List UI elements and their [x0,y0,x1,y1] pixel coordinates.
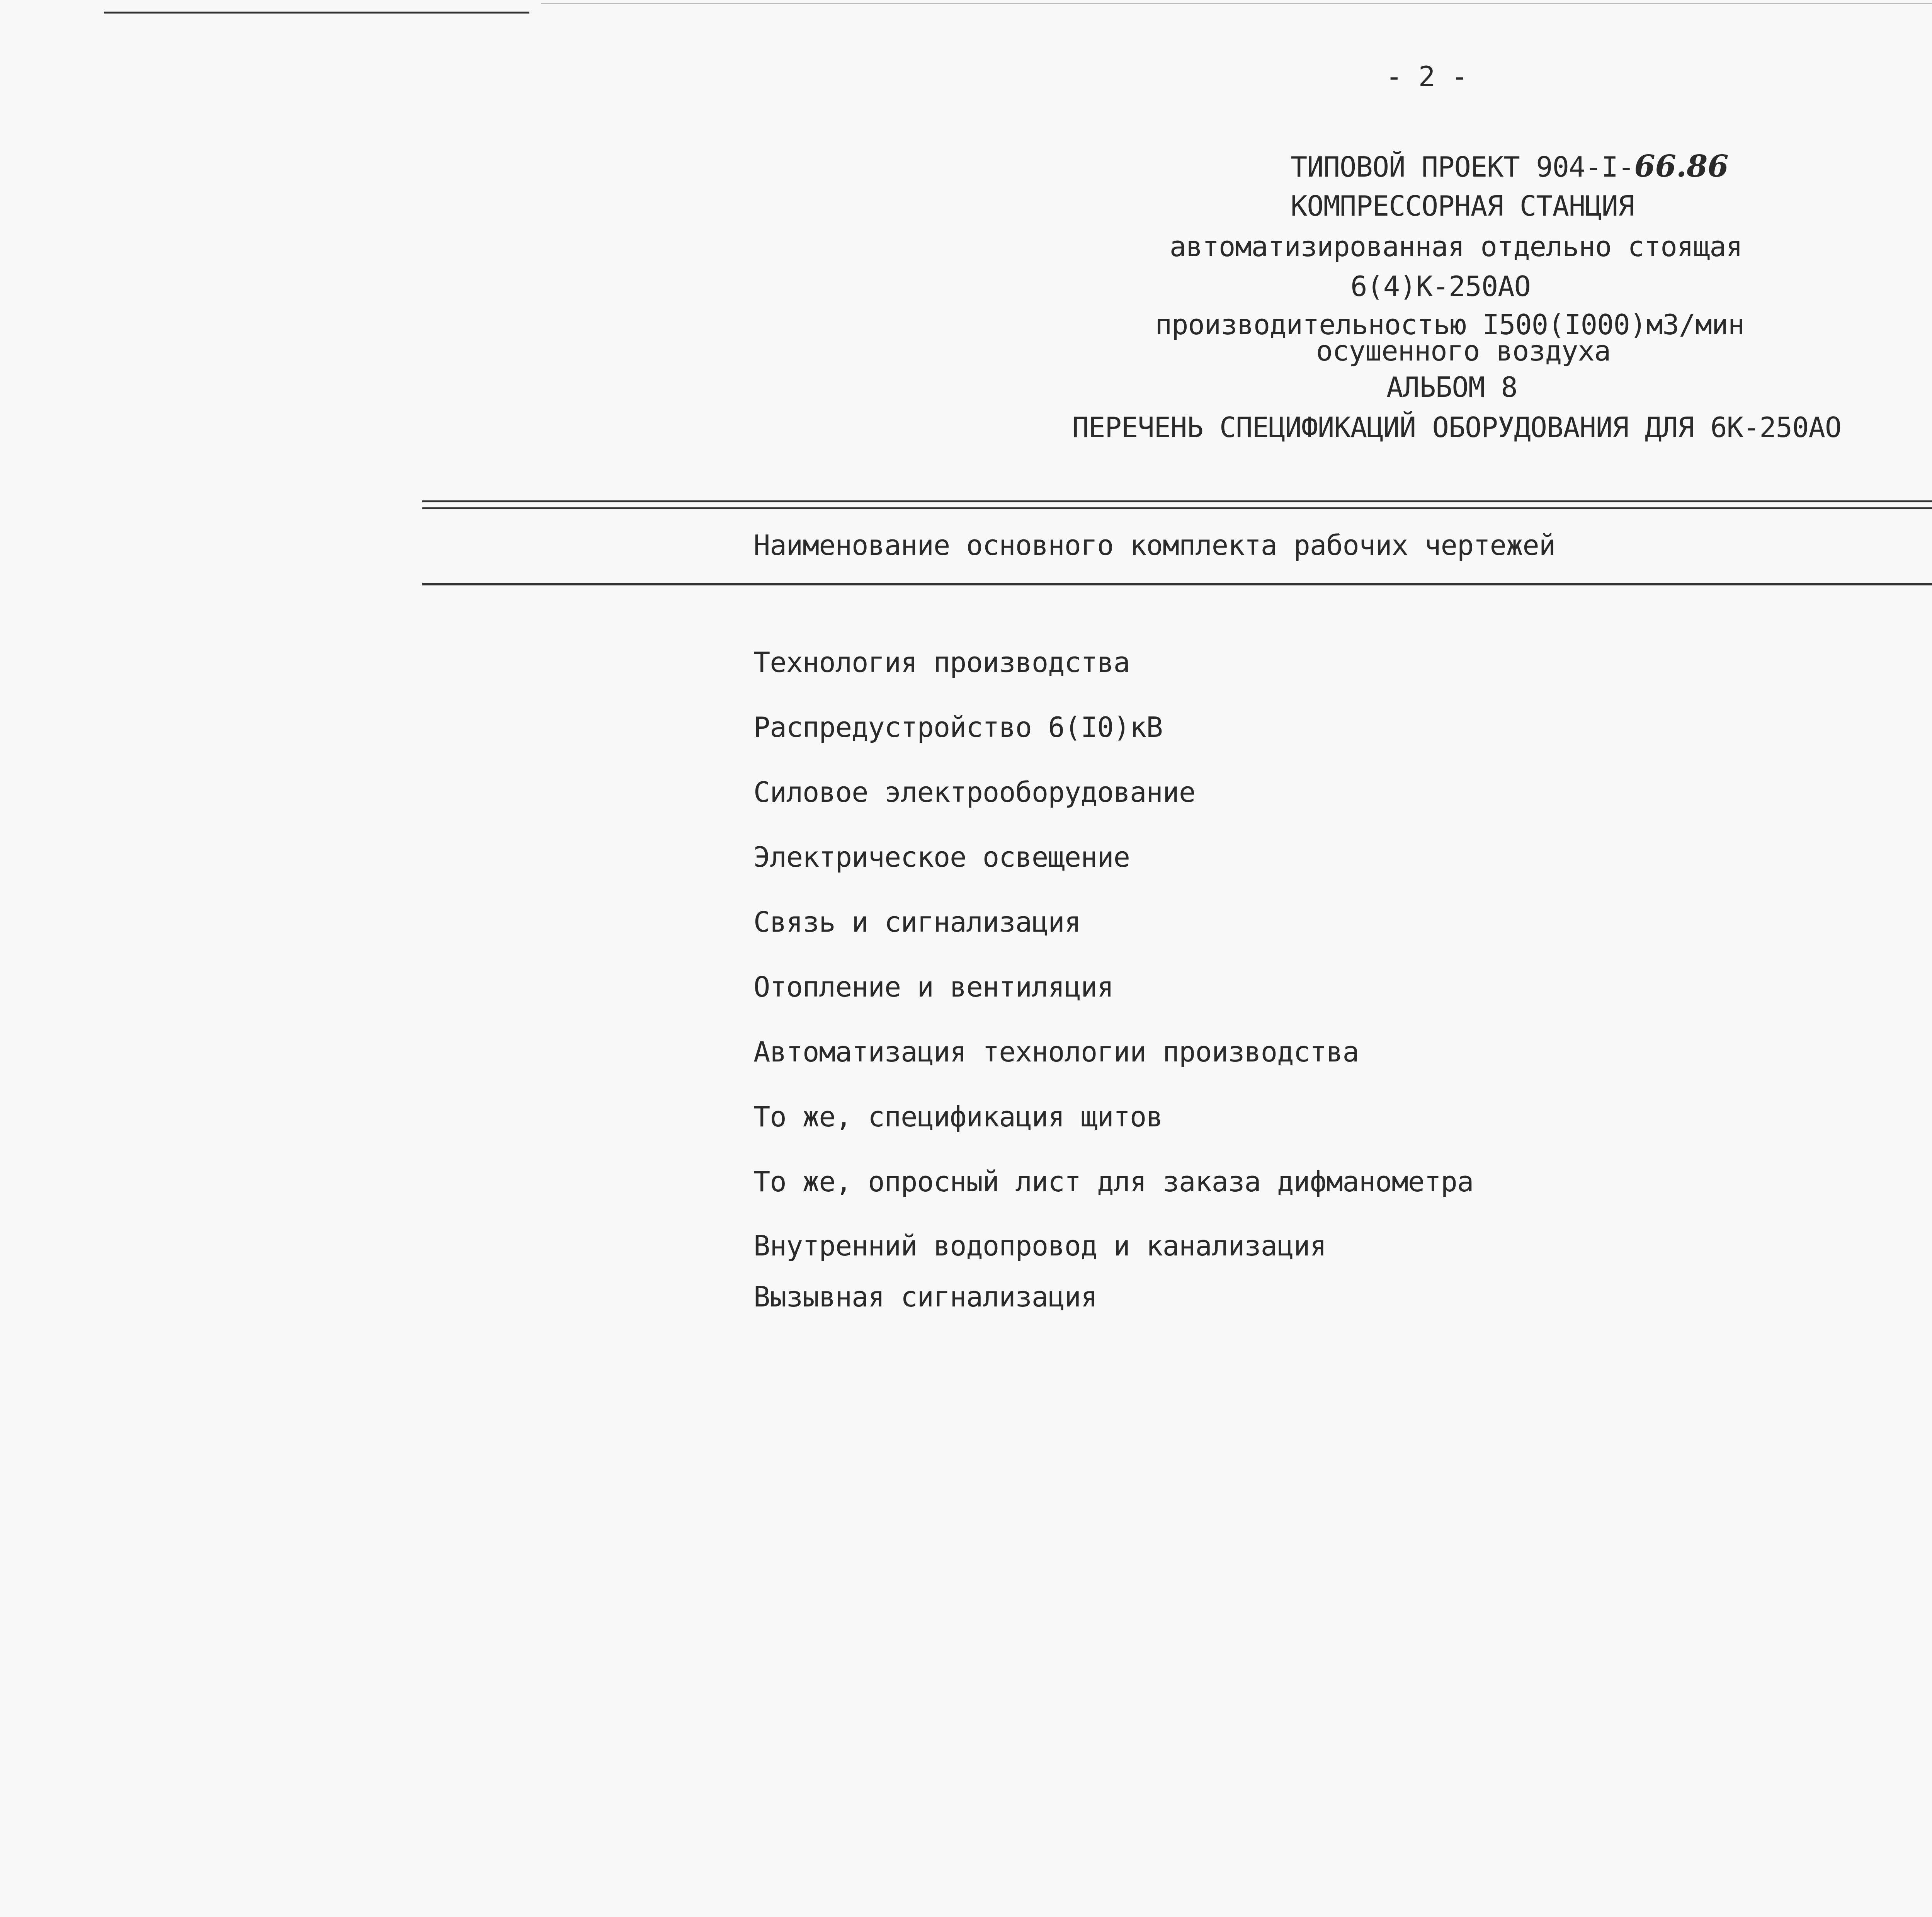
title-list: ПЕРЕЧЕНЬ СПЕЦИФИКАЦИЙ ОБОРУДОВАНИЯ ДЛЯ 6К-250АО [1072,411,1842,444]
table-header-name: Наименование основного комплекта рабочих чертежей [753,529,1556,561]
top-edge-line [104,12,529,14]
title-capacity: производительностью I500(I000)м3/мин [1155,308,1745,341]
row-name: Автоматизация технологии производства [753,1036,1359,1068]
title-description: автоматизированная отдельно стоящая [1169,230,1743,263]
page-number: - 2 - [1386,60,1468,93]
table-top-double-rule [422,500,1932,502]
row-name: То же, опросный лист для заказа дифманометра [753,1165,1474,1198]
row-name: Связь и сигнализация [753,906,1081,938]
table-header-rule [422,583,1932,585]
title-air: осушенного воздуха [1316,335,1611,367]
row-name: То же, спецификация щитов [753,1101,1163,1133]
title-station: КОМПРЕССОРНАЯ СТАНЦИЯ [1291,190,1634,222]
title-project-handwritten: 66.86 [1634,149,1729,184]
title-album: АЛЬБОМ 8 [1386,371,1517,403]
title-project-line [1291,151,1729,182]
top-edge-line-faint [541,3,1932,4]
row-name: Внутренний водопровод и канализация [753,1230,1327,1262]
row-name: Технология производства [753,646,1130,679]
row-name: Силовое электрооборудование [753,776,1196,808]
table-top-double-rule-2 [422,507,1932,509]
row-name: Распредустройство 6(I0)кВ [753,711,1163,743]
row-name: Электрическое освещение [753,841,1130,873]
row-name: Отопление и вентиляция [753,971,1114,1003]
row-name: Вызывная сигнализация [753,1281,1097,1313]
title-project-typed: ТИПОВОЙ ПРОЕКТ 904-I- [1291,151,1634,183]
title-model: 6(4)К-250АО [1350,270,1531,303]
